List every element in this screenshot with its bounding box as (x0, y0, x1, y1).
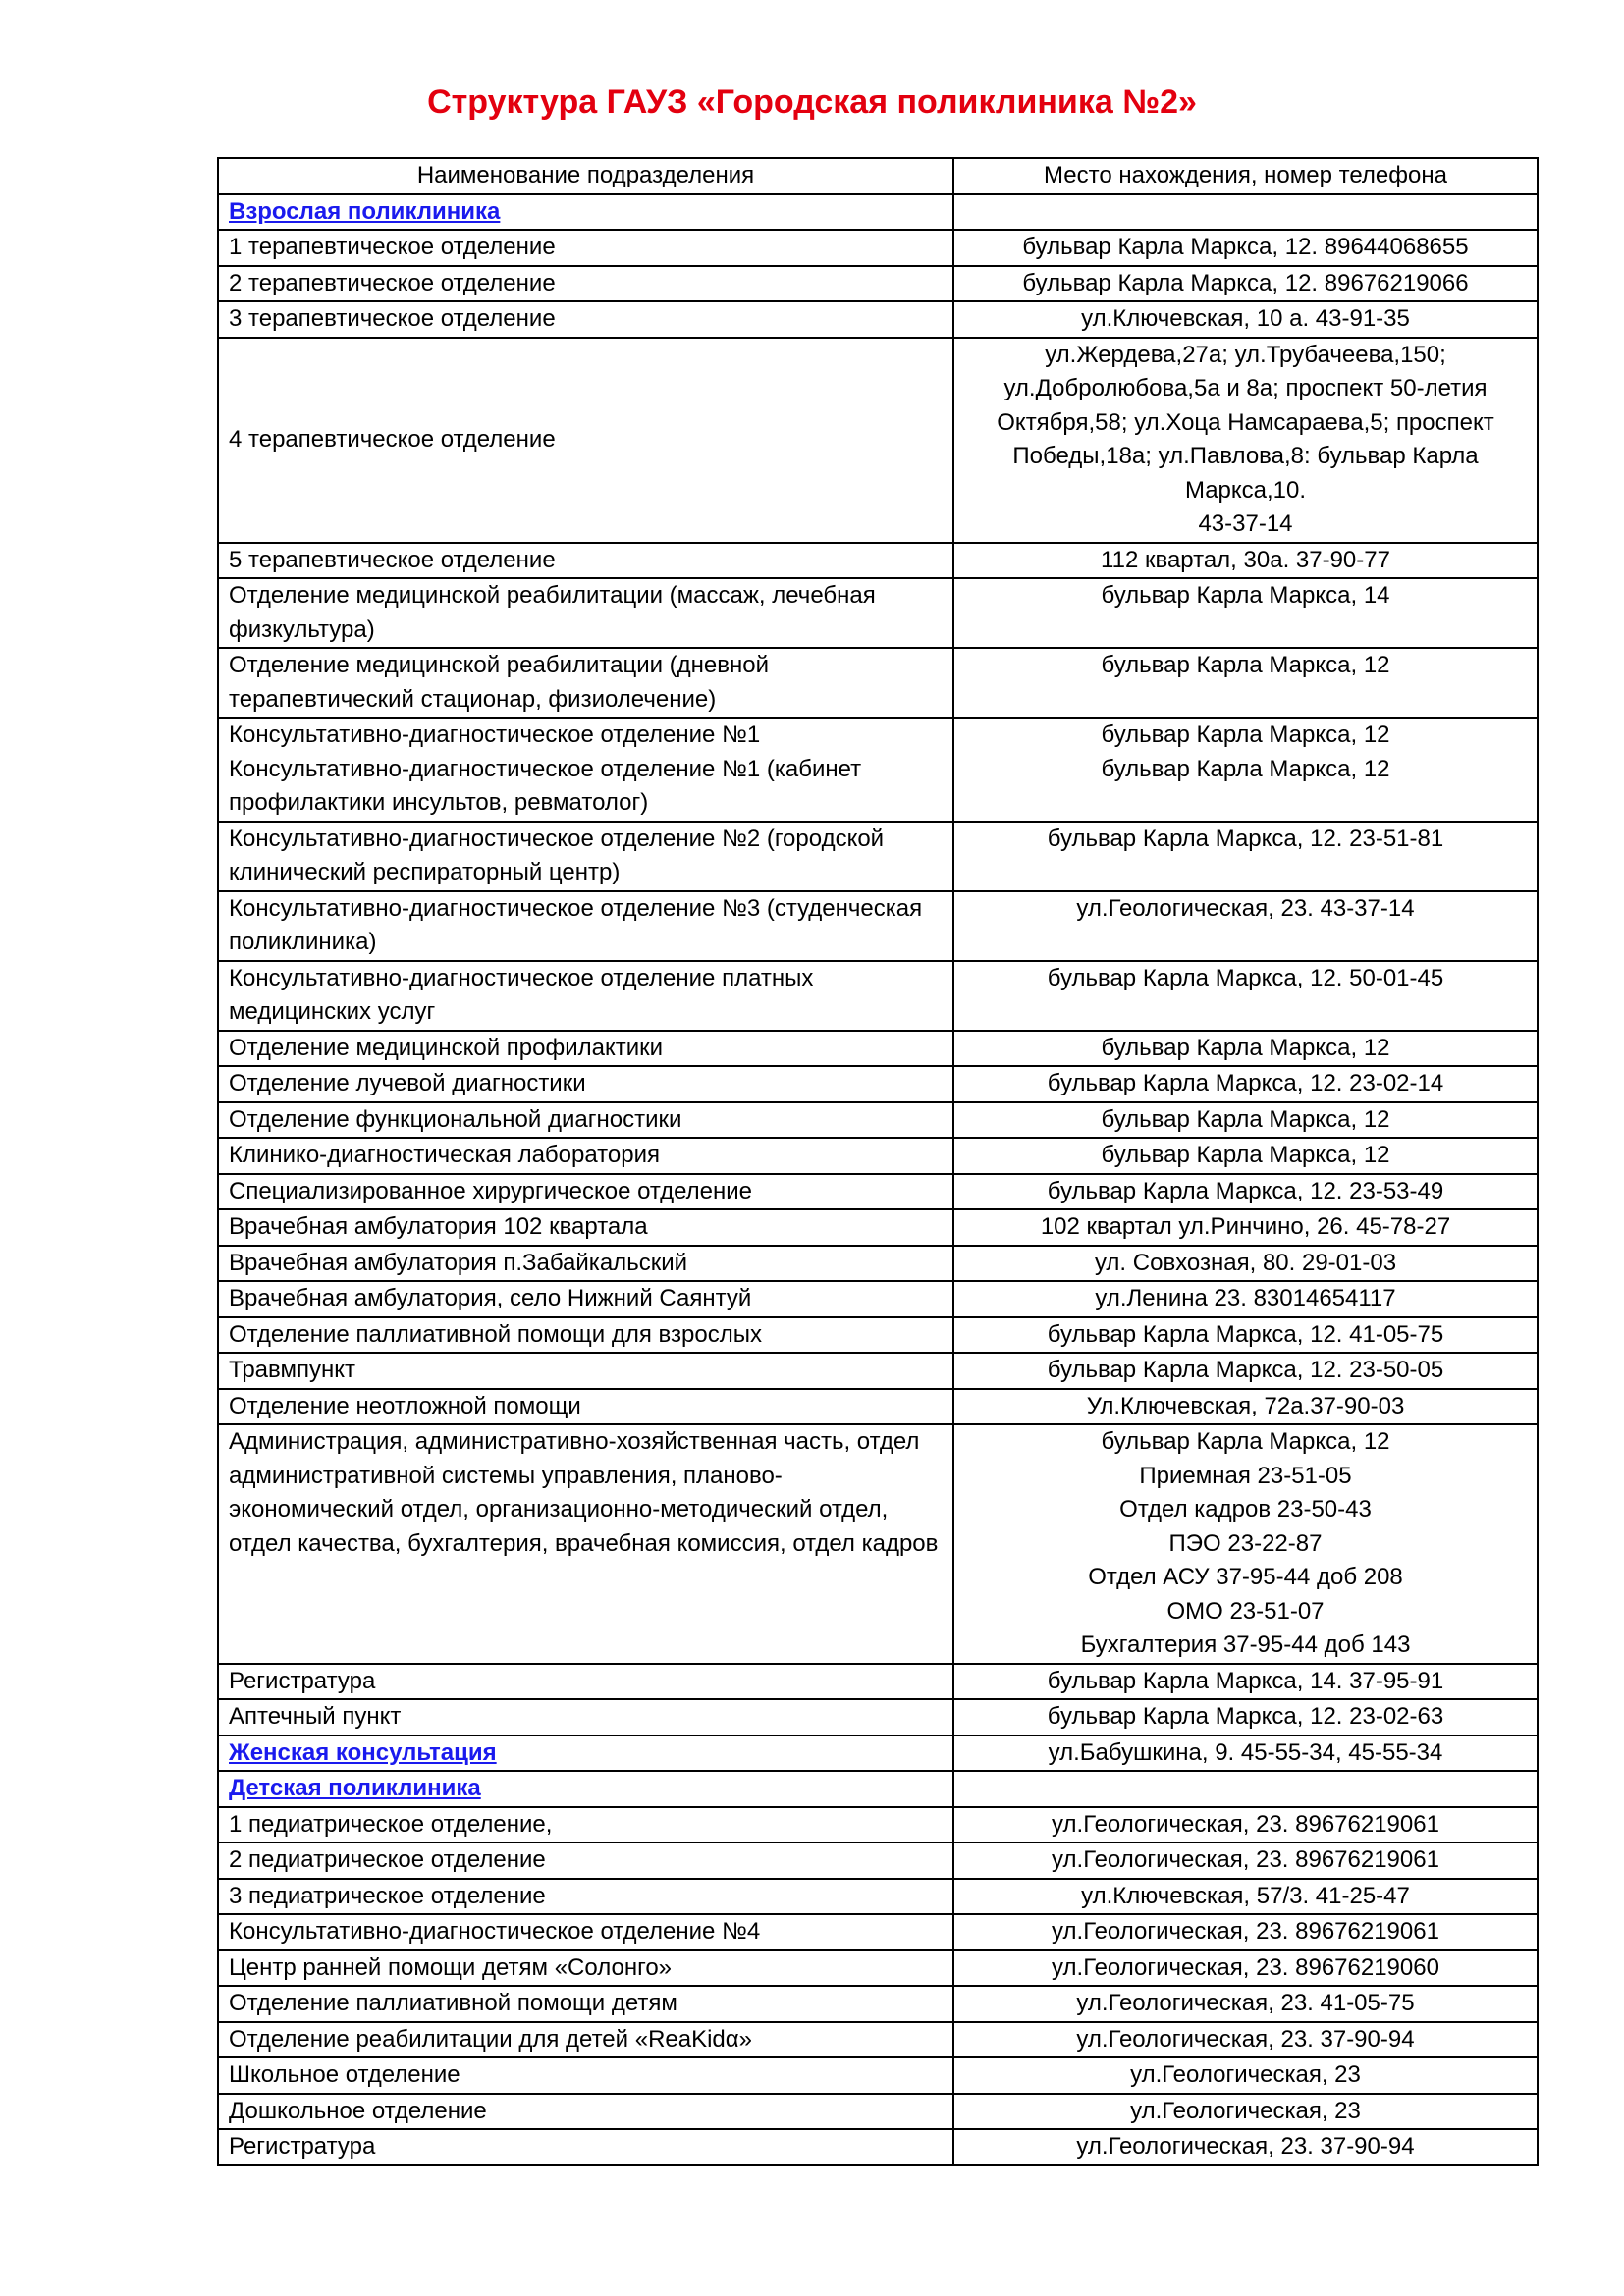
location-cell: ул.Ленина 23. 83014654117 (953, 1281, 1538, 1317)
table-row (218, 2057, 1538, 2094)
table-row (218, 266, 1538, 302)
table-row (218, 543, 1538, 579)
location-cell: ул.Геологическая, 23 (953, 2057, 1538, 2094)
location-line: Приемная 23-51-05 (1139, 1462, 1352, 1489)
location-line: бульвар Карла Маркса, 12 (1101, 1428, 1390, 1455)
table-row (218, 1281, 1538, 1317)
location-line: Отдел АСУ 37-95-44 доб 208 (1088, 1564, 1403, 1590)
section-title: Женская консультация (218, 1735, 953, 1772)
location-cell: 112 квартал, 30а. 37-90-77 (953, 543, 1538, 579)
department-name: Отделение реабилитации для детей «ReaKidα» (218, 2022, 953, 2058)
department-name: 2 педиатрическое отделение (218, 1842, 953, 1879)
department-name: Консультативно-диагностическое отделение №4 (218, 1914, 953, 1950)
table-row (218, 1950, 1538, 1987)
table-row (218, 1317, 1538, 1354)
location-cell: бульвар Карла Маркса, 12 (953, 1031, 1538, 1067)
table-row (218, 1102, 1538, 1139)
department-name: Регистратура (218, 2129, 953, 2165)
location-cell (953, 1424, 1538, 1664)
table-row (218, 1389, 1538, 1425)
table-row (218, 648, 1538, 718)
location-cell: бульвар Карла Маркса, 12. 23-02-63 (953, 1699, 1538, 1735)
table-row (218, 301, 1538, 338)
table-header-row (218, 158, 1538, 194)
department-name: Аптечный пункт (218, 1699, 953, 1735)
structure-table (217, 157, 1539, 2166)
location-line: ПЭО 23-22-87 (1168, 1529, 1323, 1557)
table-row (218, 891, 1538, 961)
location-cell: ул.Геологическая, 23. 37-90-94 (953, 2129, 1538, 2165)
department-name: Отделение паллиативной помощи для взрослых (218, 1317, 953, 1354)
table-row (218, 1246, 1538, 1282)
column-header-name: Наименование подразделения (218, 158, 953, 194)
department-name: Врачебная амбулатория 102 квартала (218, 1209, 953, 1246)
column-header-location: Место нахождения, номер телефона (953, 158, 1538, 194)
table-row (218, 2094, 1538, 2130)
department-name: Администрация, административно-хозяйственная часть, отдел административной системы управления, планово-экономический отдел, организационно-методический отдел, отдел качества, бухгалтерия, врачебная комиссия, отдел кадров (218, 1424, 953, 1664)
location-cell: ул.Геологическая, 23. 89676219061 (953, 1807, 1538, 1843)
location-cell (953, 718, 1538, 822)
department-name: Центр ранней помощи детям «Солонго» (218, 1950, 953, 1987)
location-line: Отдел кадров 23-50-43 (1119, 1496, 1372, 1522)
department-name: Отделение лучевой диагностики (218, 1066, 953, 1102)
department-name-line: Консультативно-диагностическое отделение №1 (229, 721, 761, 748)
location-cell: Ул.Ключевская, 72а.37-90-03 (953, 1389, 1538, 1425)
location-cell: бульвар Карла Маркса, 12. 89644068655 (953, 230, 1538, 266)
department-name: Отделение медицинской профилактики (218, 1031, 953, 1067)
table-row (218, 1209, 1538, 1246)
table-row (218, 338, 1538, 543)
location-cell: бульвар Карла Маркса, 12. 89676219066 (953, 266, 1538, 302)
department-name: Специализированное хирургическое отделение (218, 1174, 953, 1210)
location-cell: ул.Геологическая, 23. 89676219061 (953, 1914, 1538, 1950)
table-row (218, 1699, 1538, 1735)
table-row (218, 1353, 1538, 1389)
location-cell: бульвар Карла Маркса, 12. 23-50-05 (953, 1353, 1538, 1389)
department-name: Отделение функциональной диагностики (218, 1102, 953, 1139)
location-cell: ул.Ключевская, 10 а. 43-91-35 (953, 301, 1538, 338)
location-cell: ул.Бабушкина, 9. 45-55-34, 45-55-34 (953, 1735, 1538, 1772)
department-name: Консультативно-диагностическое отделение №2 (городской клинический респираторный центр) (218, 822, 953, 891)
table-row (218, 1066, 1538, 1102)
location-cell: ул.Геологическая, 23. 37-90-94 (953, 2022, 1538, 2058)
department-name: Клинико-диагностическая лаборатория (218, 1138, 953, 1174)
table-row (218, 1138, 1538, 1174)
department-name-line: Консультативно-диагностическое отделение №1 (кабинет профилактики инсультов, ревматолог) (229, 755, 862, 816)
location-cell: бульвар Карла Маркса, 12 (953, 1138, 1538, 1174)
table-row (218, 1771, 1538, 1807)
location-cell: ул.Геологическая, 23. 43-37-14 (953, 891, 1538, 961)
department-name: Врачебная амбулатория, село Нижний Саянтуй (218, 1281, 953, 1317)
section-title: Детская поликлиника (218, 1771, 953, 1807)
table-row (218, 578, 1538, 648)
department-name: 4 терапевтическое отделение (218, 338, 953, 543)
table-row (218, 1842, 1538, 1879)
table-row (218, 1424, 1538, 1664)
location-cell: бульвар Карла Маркса, 12. 23-53-49 (953, 1174, 1538, 1210)
location-cell (953, 1771, 1538, 1807)
table-row (218, 194, 1538, 231)
section-title: Взрослая поликлиника (218, 194, 953, 231)
location-text: ул.Жердева,27а; ул.Трубачеева,150; ул.Добролюбова,5а и 8а; проспект 50-летия Октября,58; ул.Хоца Намсараева,5; проспект Победы,18а; ул.Павлова,8: бульвар Карла Маркса,10. (997, 341, 1494, 504)
location-line: Бухгалтерия 37-95-44 доб 143 (1080, 1631, 1411, 1658)
table-row (218, 1174, 1538, 1210)
department-name: Регистратура (218, 1664, 953, 1700)
location-cell: 102 квартал ул.Ринчино, 26. 45-78-27 (953, 1209, 1538, 1246)
table-row (218, 2129, 1538, 2165)
location-cell: бульвар Карла Маркса, 12. 23-02-14 (953, 1066, 1538, 1102)
department-name: Травмпункт (218, 1353, 953, 1389)
department-name: 1 педиатрическое отделение, (218, 1807, 953, 1843)
table-row (218, 1879, 1538, 1915)
table-row (218, 2022, 1538, 2058)
department-name (218, 718, 953, 822)
table-row (218, 1807, 1538, 1843)
table-row (218, 1914, 1538, 1950)
department-name: 5 терапевтическое отделение (218, 543, 953, 579)
location-cell: бульвар Карла Маркса, 12. 50-01-45 (953, 961, 1538, 1031)
location-line: бульвар Карла Маркса, 12 (1101, 755, 1390, 782)
location-cell: бульвар Карла Маркса, 12. 23-51-81 (953, 822, 1538, 891)
table-row (218, 822, 1538, 891)
location-cell: ул.Геологическая, 23. 89676219061 (953, 1842, 1538, 1879)
department-name: 3 педиатрическое отделение (218, 1879, 953, 1915)
location-phone: 43-37-14 (1198, 510, 1293, 537)
table-row (218, 1664, 1538, 1700)
department-name: Отделение медицинской реабилитации (дневной терапевтический стационар, физиолечение) (218, 648, 953, 718)
table-row (218, 1735, 1538, 1772)
location-cell: ул. Совхозная, 80. 29-01-03 (953, 1246, 1538, 1282)
department-name: Врачебная амбулатория п.Забайкальский (218, 1246, 953, 1282)
department-name: Дошкольное отделение (218, 2094, 953, 2130)
location-cell: ул.Ключевская, 57/3. 41-25-47 (953, 1879, 1538, 1915)
department-name: 2 терапевтическое отделение (218, 266, 953, 302)
location-cell: бульвар Карла Маркса, 12 (953, 648, 1538, 718)
location-cell: ул.Геологическая, 23. 41-05-75 (953, 1986, 1538, 2022)
location-cell: бульвар Карла Маркса, 14 (953, 578, 1538, 648)
department-name: Отделение медицинской реабилитации (массаж, лечебная физкультура) (218, 578, 953, 648)
department-name: Отделение паллиативной помощи детям (218, 1986, 953, 2022)
table-row (218, 230, 1538, 266)
table-row (218, 1986, 1538, 2022)
page-title: Структура ГАУЗ «Городская поликлиника №2» (427, 83, 1197, 121)
location-cell: ул.Геологическая, 23. 89676219060 (953, 1950, 1538, 1987)
location-cell (953, 194, 1538, 231)
location-line: ОМО 23-51-07 (1166, 1597, 1325, 1625)
location-cell (953, 338, 1538, 543)
department-name: Консультативно-диагностическое отделение №3 (студенческая поликлиника) (218, 891, 953, 961)
location-cell: бульвар Карла Маркса, 12 (953, 1102, 1538, 1139)
table-row (218, 961, 1538, 1031)
location-line: бульвар Карла Маркса, 12 (1101, 721, 1390, 748)
department-name: 3 терапевтическое отделение (218, 301, 953, 338)
department-name: Школьное отделение (218, 2057, 953, 2094)
department-name: Отделение неотложной помощи (218, 1389, 953, 1425)
location-cell: ул.Геологическая, 23 (953, 2094, 1538, 2130)
location-cell: бульвар Карла Маркса, 14. 37-95-91 (953, 1664, 1538, 1700)
table-row (218, 1031, 1538, 1067)
location-cell: бульвар Карла Маркса, 12. 41-05-75 (953, 1317, 1538, 1354)
department-name: Консультативно-диагностическое отделение платных медицинских услуг (218, 961, 953, 1031)
department-name: 1 терапевтическое отделение (218, 230, 953, 266)
table-row (218, 718, 1538, 822)
